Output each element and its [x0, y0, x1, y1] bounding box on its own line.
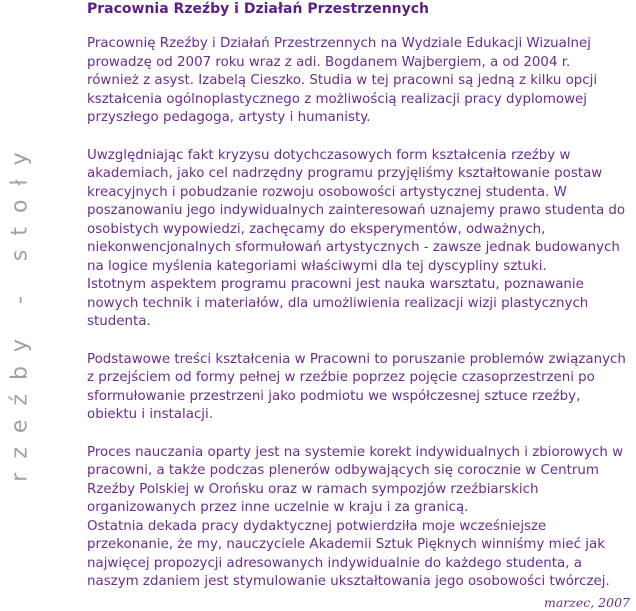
text-line: poszanowaniu jego indywidualnych zainteresowań uznajemy prawo studenta do — [87, 203, 626, 218]
text-line: akademiach, jako cel nadrzędny programu przyjęliśmy kształtowanie postaw — [87, 166, 603, 181]
page-title: Pracownia Rzeźby i Działań Przestrzennych — [87, 1, 430, 17]
text-line: kreacyjnych i pobudzanie rozwoju osobowości artystycznej studenta. W — [87, 184, 567, 200]
text-line: prowadzę od 2007 roku wraz z adi. Bogdanem Wajbergiem, a od 2004 r. — [87, 54, 571, 70]
paragraph-intro — [87, 35, 635, 128]
text-line: Uwzględniając fakt kryzysu dotychczasowych form kształcenia rzeźby w — [87, 147, 571, 163]
text-line: Pracownię Rzeźby i Działań Przestrzennych na Wydziale Edukacji Wizualnej — [87, 36, 591, 51]
side-category-label — [0, 0, 40, 611]
text-line: osobistych wypowiedzi, zachęcamy do eksperymentów, odważnych, — [87, 221, 546, 237]
text-line: nowych technik i materiałów, dla umożliwienia realizacji wizji plastycznych — [87, 295, 589, 311]
text-line: niekonwencjonalnych sformułowań artystycznych - zawsze jednak budowanych — [87, 240, 620, 255]
text-line: sformułowanie przestrzeni jako podmiotu we współczesnej sztuce rzeźby, — [87, 388, 581, 404]
text-line: kształcenia ogólnoplastycznego z możliwością realizacji pracy dyplomowej — [87, 91, 588, 107]
paragraph-program-goals — [87, 147, 635, 332]
text-line: Ostatnia dekada pracy dydaktycznej potwierdziła moje wcześniejsze — [87, 518, 547, 534]
text-line: Proces nauczania oparty jest na systemie korekt indywidualnych i zbiorowych w — [87, 444, 624, 460]
text-line: obiektu i instalacji. — [87, 407, 214, 422]
text-line: najwięcej propozycji adresowanych indywidualnie do każdego studenta, a — [87, 555, 582, 571]
text-line: na logice myślenia kategoriami właściwymi dla tej dyscypliny sztuki. — [87, 258, 547, 274]
text-line: przyszłego pedagoga, artysty i humanisty. — [87, 110, 371, 125]
text-line: organizowanych przez inne uczelnie w kraju i za granicą. — [87, 500, 469, 515]
text-line: Rzeźby Polskiej w Orońsku oraz w ramach sympozjów rzeźbiarskich — [87, 481, 539, 497]
text-line: Istotnym aspektem programu pracowni jest nauka warsztatu, poznawanie — [87, 277, 584, 292]
paragraph-curriculum — [87, 351, 635, 425]
text-line: z przejściem od formy pełnej w rzeźbie poprzez pojęcie czasoprzestrzeni po — [87, 370, 595, 385]
side-category-text: rzeźby - stoły — [7, 138, 33, 482]
text-line: przekonanie, że my, nauczyciele Akademii Sztuk Pięknych winniśmy mieć jak — [87, 537, 605, 552]
signature-date: marzec, 2007 — [543, 595, 630, 610]
text-line: studenta. — [87, 314, 151, 329]
paragraph-teaching-process — [87, 444, 635, 592]
text-line: Podstawowe treści kształcenia w Pracowni to poruszanie problemów związanych — [87, 351, 626, 367]
text-line: również z asyst. Izabelą Cieszko. Studia w tej pracowni są jedną z kilku opcji — [87, 73, 598, 88]
article-body — [87, 0, 635, 592]
text-line: pracowni, a także podczas plenerów odbywających się corocznie w Centrum — [87, 463, 599, 478]
text-line: naszym zdaniem jest stymulowanie ukształtowania jego osobowości twórczej. — [87, 574, 610, 589]
